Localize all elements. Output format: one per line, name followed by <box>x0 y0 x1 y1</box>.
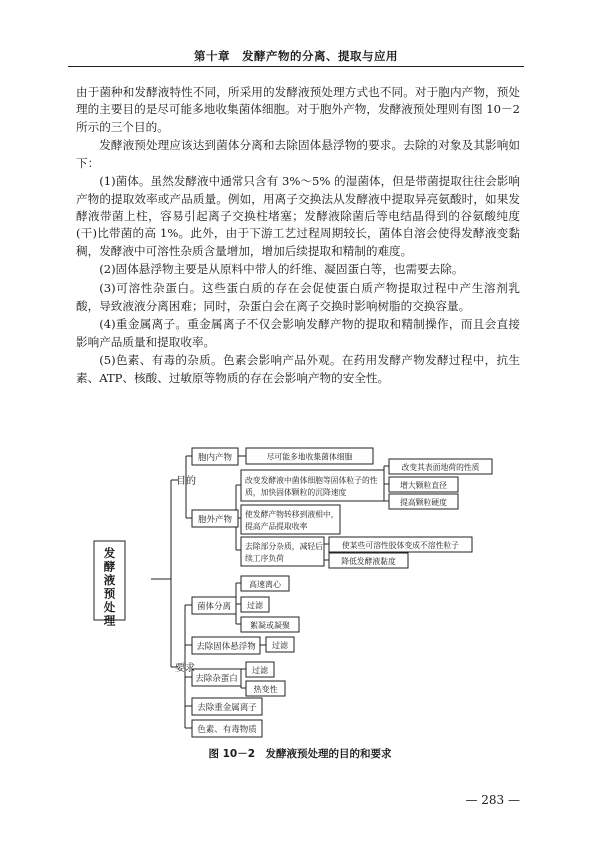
page-header: 第十章 发酵产物的分离、提取与应用 <box>194 49 398 63</box>
paragraph: (2)固体悬浮物主要是从原料中带人的纤维、凝固蛋白等，也需要去除。 <box>99 262 464 277</box>
goal1-sub-label: 提高颗粒硬度 <box>400 498 447 507</box>
remove-solids-label: 去除固体悬浮物 <box>196 642 256 652</box>
goal1-sub-label: 改变其表面地荷的性质 <box>401 463 480 472</box>
remove-protein-label: 去除杂蛋白 <box>195 674 238 684</box>
remove-protein-sub-label: 热变性 <box>253 685 278 694</box>
paragraph: 由于菌种和发酵液特性不同，所采用的发酵液预处理方式也不同。对于胞内产物，预处理的主要目的是尽可能多地收集菌体细胞。对于胞外产物，发酵液预处理则有图 10－2 所示的三个目的。 <box>76 85 520 134</box>
cell-separation-label: 菌体分离 <box>196 602 232 612</box>
requirement-label: 要求 <box>175 663 195 674</box>
paragraph: 发酵液预处理应该达到菌体分离和去除固体悬浮物的要求。去除的对象及其影响如下： <box>76 138 520 170</box>
paragraph: (1)菌体。虽然发酵液中通常只含有 3%～5% 的湿菌体，但是带菌提取往往会影响产物的提取效率或产品质量。例如，用离子交换法从发酵液中提取异亮氨酸时，如果发酵液带菌上柱，容易引起离子交换柱堵塞；发酵液除菌后等电结晶得到的谷氨酸纯度(干)比带菌的高 1%。此外，由于下游工艺过程周期较长，菌体自溶会使得发酵液变黏稠，发酵液中可溶性杂质含量增加，增加后续提取和精制的难度。 <box>76 174 520 258</box>
intracellular-label: 胞内产物 <box>197 453 233 463</box>
extracellular-label: 胞外产物 <box>197 515 233 525</box>
paragraph: (4)重金属离子。重金属离子不仅会影响发酵产物的提取和精制操作，而且会直接影响产品质量和提取收率。 <box>76 317 520 349</box>
remove-metal-label: 去除重金属离子 <box>197 703 257 713</box>
goal3-sub-label: 降低发酵液黏度 <box>341 557 396 566</box>
goal3-sub-label: 使某些可溶性胶体变成不溶性粒子 <box>342 541 459 550</box>
paragraph: (5)色素、有毒的杂质。色素会影响产品外观。在药用发酵产物发酵过程中，抗生素、ATP、核酸、过敏原等物质的存在会影响产物的安全性。 <box>76 353 520 385</box>
page-number: — 283 — <box>465 793 520 807</box>
remove-solids-sub-label: 过滤 <box>272 641 288 650</box>
root-label: 发酵液预处理 <box>103 546 116 628</box>
goal1-sub-label: 增大颗粒直径 <box>400 481 447 490</box>
remove-pigment-label: 色素、有毒物质 <box>197 725 257 735</box>
paragraph: (3)可溶性杂蛋白。这些蛋白质的存在会促使蛋白质产物提取过程中产生溶剂乳酸，导致液液分离困难；同时，杂蛋白会在离子交换时影响树脂的交换容量。 <box>76 281 520 313</box>
cell-separation-sub-label: 絮凝或凝聚 <box>250 621 290 630</box>
figure-caption: 图 10－2 发酵液预处理的目的和要求 <box>208 748 392 760</box>
cell-separation-sub-label: 高速离心 <box>249 580 281 589</box>
goal1-label: 改变发酵液中菌体细胞等固体粒子的性质，加快固体颗粒的沉降速度 <box>245 476 378 497</box>
remove-protein-sub-label: 过滤 <box>252 666 268 675</box>
goal2-label: 使发酵产物转移到液相中，提高产品提取收率 <box>245 510 339 531</box>
intracellular-goal-label: 尽可能多地收集菌体细胞 <box>266 452 353 462</box>
purpose-label: 目的 <box>176 476 196 487</box>
goal3-label: 去除部分杂质，减轻后续工序负荷 <box>245 542 323 563</box>
cell-separation-sub-label: 过滤 <box>247 601 263 610</box>
